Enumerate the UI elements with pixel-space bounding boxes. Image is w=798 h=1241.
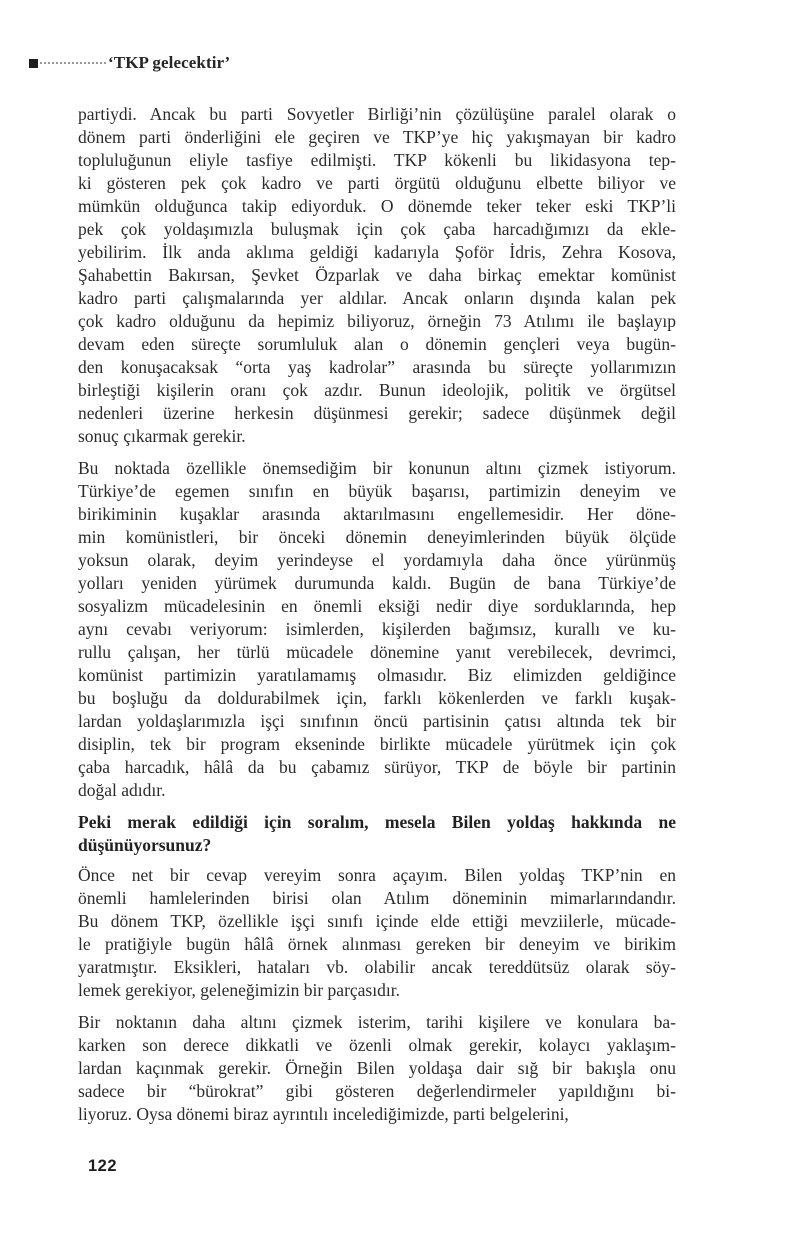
text-line: partiydi. Ancak bu parti Sovyetler Birliği’nin çözülüşüne paralel olarak o (78, 104, 676, 124)
text-line: bu boşluğu da doldurabilmek için, farklı kökenlerden ve farklı kuşak- (78, 688, 676, 708)
text-line: düşünüyorsunuz? (78, 835, 212, 855)
text-line: komünist partimizin yaratılamamış olmasıdır. Biz elimizden geldiğince (78, 665, 676, 685)
text-line: Bir noktanın daha altını çizmek isterim, tarihi kişilere ve konulara ba- (78, 1012, 676, 1032)
text-line: birikiminin kuşaklar arasında aktarılmasını engellemesidir. Her döne- (78, 504, 676, 524)
text-line: ki gösteren pek çok kadro ve parti örgütü olduğunu elbette biliyor ve (78, 173, 676, 193)
page-number: 122 (88, 1157, 118, 1175)
text-line: le pratiğiyle bugün hâlâ örnek alınması gereken bir deneyim ve birikim (78, 934, 676, 954)
text-line: nedenleri üzerine herkesin düşünmesi gerekir; sadece düşünmek değil (78, 403, 676, 423)
text-line: pek çok yoldaşımızla buluşmak için çok çaba harcadığımızı da ekle- (78, 219, 676, 239)
text-line: lardan yoldaşlarımızla işçi sınıfının öncü partisinin çatısı altında tek bir (78, 711, 676, 731)
text-line: lemek gerekiyor, geleneğimizin bir parçasıdır. (78, 980, 400, 1000)
square-bullet-icon (29, 59, 38, 68)
text-line: den konuşacaksak “orta yaş kadrolar” arasında bu süreçte yollarımızın (78, 357, 676, 377)
text-line: Şahabettin Bakırsan, Şevket Özparlak ve daha birkaç emektar komünist (78, 265, 676, 285)
text-column (78, 103, 676, 1135)
text-line: doğal adıdır. (78, 780, 166, 800)
text-line: sonuç çıkarmak gerekir. (78, 426, 246, 446)
text-line: liyoruz. Oysa dönemi biraz ayrıntılı incelediğimizde, parti belgelerini, (78, 1104, 569, 1124)
text-line: karken son derece dikkatli ve özenli olmak gerekir, kolaycı yaklaşım- (78, 1035, 676, 1055)
text-line: yoksun olarak, deyim yerindeyse el yordamıyla daha önce yürünmüş (78, 550, 676, 570)
text-line: rullu çalışan, her türlü mücadele dönemine yanıt verebilecek, devrimci, (78, 642, 676, 662)
text-line: Türkiye’de egemen sınıfın en büyük başarısı, partimizin deneyim ve (78, 481, 676, 501)
text-line: Bu dönem TKP, özellikle işçi sınıfı içinde elde ettiği mevziilerle, mücade- (78, 911, 676, 931)
body-paragraph (78, 1011, 676, 1126)
running-header (29, 50, 676, 76)
text-line: Bu noktada özellikle önemsediğim bir konunun altını çizmek istiyorum. (78, 458, 676, 478)
text-line: lardan kaçınmak gerekir. Örneğin Bilen yoldaşa dair sığ bir bakışla onu (78, 1058, 676, 1078)
text-line: önemli hamlelerinden birisi olan Atılım döneminin mimarlarındandır. (78, 888, 676, 908)
body-paragraph (78, 103, 676, 448)
question-paragraph (78, 811, 676, 857)
dotted-leader (40, 62, 106, 64)
text-line: dönem parti önderliğini ele geçiren ve TKP’ye hiç yakışmayan bir kadro (78, 127, 676, 147)
text-line: kadro parti çalışmalarında yer aldılar. Ancak onların dışında kalan pek (78, 288, 676, 308)
text-line: sosyalizm mücadelesinin en önemli eksiği nedir diye sorduklarında, hep (78, 596, 676, 616)
text-line: Önce net bir cevap vereyim sonra açayım. Bilen yoldaş TKP’nin en (78, 865, 676, 885)
text-line: disiplin, tek bir program ekseninde birlikte mücadele yürütmek için çok (78, 734, 676, 754)
text-line: min komünistleri, bir önceki dönemin deneyimlerinden büyük ölçüde (78, 527, 676, 547)
text-line: çok kadro olduğunu da hepimiz biliyoruz, örneğin 73 Atılımı ile başlayıp (78, 311, 676, 331)
text-line: sadece bir “bürokrat” gibi gösteren değerlendirmeler yapıldığını bi- (78, 1081, 676, 1101)
body-paragraph (78, 864, 676, 1002)
body-paragraph (78, 457, 676, 802)
running-title: ‘TKP gelecektir’ (108, 53, 231, 72)
text-line: mümkün olduğunca takip ediyorduk. O dönemde teker teker eski TKP’li (78, 196, 676, 216)
text-line: yolları yeniden yürümek durumunda kaldı. Bugün de bana Türkiye’de (78, 573, 676, 593)
text-line: yebilirim. İlk anda aklıma geldiği kadarıyla Şoför İdris, Zehra Kosova, (78, 242, 676, 262)
text-line: Peki merak edildiği için soralım, mesela Bilen yoldaş hakkında ne (78, 812, 676, 832)
text-line: topluluğunun eliyle tasfiye edilmişti. TKP kökenli bu likidasyona tep- (78, 150, 676, 170)
text-line: aynı cevabı veriyorum: isimlerden, kişilerden bağımsız, kurallı ve ku- (78, 619, 676, 639)
text-line: yaratmıştır. Eksikleri, hataları vb. olabilir ancak tereddütsüz olarak söy- (78, 957, 676, 977)
text-line: devam eden süreçte sorumluluk alan o dönemin gençleri veya bugün- (78, 334, 676, 354)
text-line: çaba harcadık, hâlâ da bu çabamız sürüyor, TKP de böyle bir partinin (78, 757, 676, 777)
text-line: birleştiği kişilerin oranı çok azdır. Bunun ideolojik, politik ve örgütsel (78, 380, 676, 400)
